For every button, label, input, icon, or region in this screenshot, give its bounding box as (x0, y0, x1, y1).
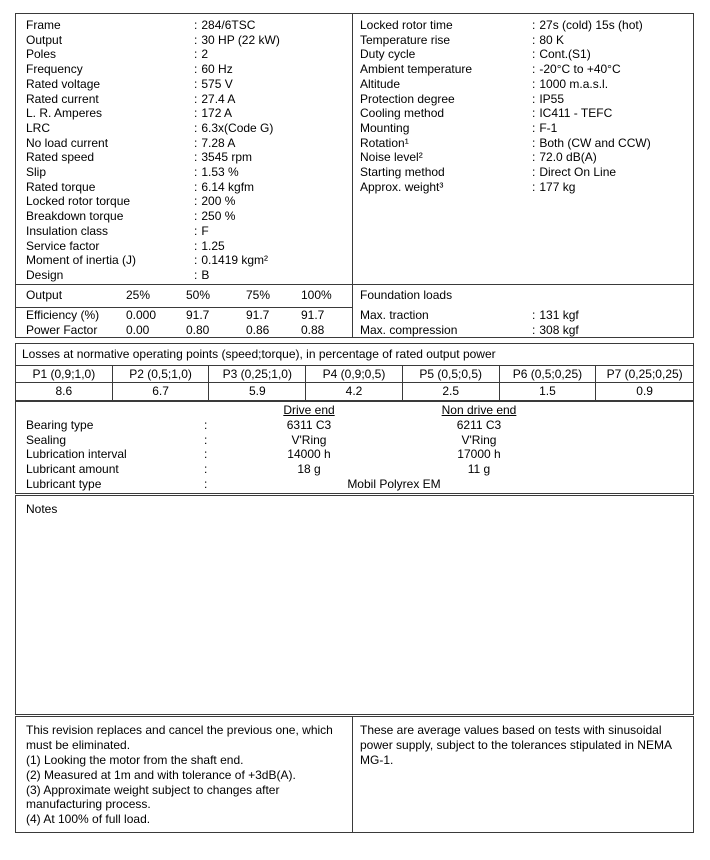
spec-value: 200 % (201, 194, 236, 209)
efficiency-100: 91.7 (301, 308, 325, 322)
footnote-1: (1) Looking the motor from the shaft end. (26, 752, 244, 767)
bearing-type-nondrive: 6211 C3 (456, 417, 502, 432)
spec-row-design (16, 268, 352, 283)
efficiency-50: 91.7 (186, 308, 210, 322)
colon: : (532, 165, 536, 180)
losses-title: Losses at normative operating points (speed;torque), in percentage of rated output power (16, 344, 693, 366)
spec-label: Altitude (360, 76, 401, 91)
spec-label: Slip (26, 165, 47, 180)
spec-label: Rotation¹ (360, 135, 409, 150)
spec-label: Temperature rise (360, 32, 451, 47)
colon: : (532, 62, 536, 77)
bearings-header-row (16, 403, 693, 418)
spec-value: 1000 m.a.s.l. (539, 76, 609, 91)
lubricant-type-row (16, 477, 693, 492)
spec-row-protection-degree (353, 92, 693, 107)
spec-value: 27s (cold) 15s (hot) (539, 18, 643, 32)
spec-label: Poles (26, 47, 57, 62)
efficiency-75: 91.7 (246, 308, 270, 322)
losses-value-p7: 0.9 (636, 384, 653, 399)
footer-left (16, 717, 353, 832)
spec-value: B (201, 267, 210, 282)
spec-row-ambient-temperature (353, 62, 693, 77)
colon: : (194, 165, 198, 180)
spec-label: Duty cycle (360, 47, 416, 62)
spec-label: Protection degree (360, 91, 455, 106)
spec-column-left (16, 14, 353, 284)
row-value: 131 kgf (539, 308, 579, 322)
colon: : (194, 47, 198, 62)
colon: : (194, 76, 198, 91)
spec-label: Insulation class (26, 223, 109, 238)
spec-label: Breakdown torque (26, 209, 124, 224)
output-col-75: 75% (246, 288, 271, 302)
foundation-loads-title: Foundation loads (360, 288, 453, 302)
spec-row-starting-method (353, 165, 693, 180)
sealing-row (16, 433, 693, 448)
colon: : (204, 417, 208, 432)
spec-value: 72.0 dB(A) (539, 150, 597, 165)
spec-section (15, 13, 694, 338)
spec-value: -20°C to +40°C (539, 62, 621, 77)
spec-value: 575 V (201, 76, 233, 91)
footer-section (15, 716, 694, 833)
colon: : (194, 18, 198, 32)
efficiency-25: 0.000 (126, 308, 157, 322)
colon: : (204, 447, 208, 462)
spec-row-frame (16, 18, 352, 33)
row-label: Bearing type (26, 417, 94, 432)
spec-value: 0.1419 kgm² (201, 253, 269, 268)
colon: : (532, 106, 536, 121)
spec-label: Ambient temperature (360, 62, 473, 77)
colon: : (532, 120, 536, 135)
spec-label: Frame (26, 18, 61, 32)
spec-label: Output (26, 32, 63, 47)
spec-row-mounting (353, 121, 693, 136)
spec-row-poles (16, 47, 352, 62)
tolerance-note: These are average values based on tests with sinusoidal power supply, subject to the tolerances stipulated in NEMA MG-1. (360, 723, 672, 767)
losses-header-p2: P2 (0,5;1,0) (113, 366, 210, 383)
revision-note: This revision replaces and cancel the previous one, which must be eliminated. (26, 723, 333, 753)
spec-label: Rated speed (26, 150, 95, 165)
spec-label: Service factor (26, 238, 100, 253)
spec-value: 3545 rpm (201, 150, 253, 165)
footnote-3: (3) Approximate weight subject to changes after manufacturing process. (26, 782, 280, 812)
spec-row-rated-voltage (16, 77, 352, 92)
colon: : (204, 432, 208, 447)
sealing-drive: V'Ring (291, 432, 327, 447)
bearings-section (15, 401, 694, 494)
losses-value-row (16, 383, 693, 400)
spec-row-cooling-method (353, 106, 693, 121)
spec-row-temperature-rise (353, 33, 693, 48)
spec-value: 30 HP (22 kW) (201, 32, 280, 47)
pf-100: 0.88 (301, 322, 325, 337)
row-label: Lubricant amount (26, 461, 119, 476)
lubricant-amount-row (16, 462, 693, 477)
colon: : (532, 322, 536, 337)
losses-header-p1: P1 (0,9;1,0) (16, 366, 113, 383)
spec-value: Cont.(S1) (539, 47, 591, 62)
colon: : (194, 62, 198, 77)
losses-value-p4: 4.2 (306, 383, 403, 400)
lubrication-interval-nondrive: 17000 h (457, 447, 501, 462)
losses-header-p4: P4 (0,9;0,5) (306, 366, 403, 383)
notes-title: Notes (26, 502, 58, 517)
colon: : (532, 135, 536, 150)
row-label: Sealing (26, 432, 67, 447)
efficiency-row (16, 308, 352, 323)
spec-row-altitude (353, 77, 693, 92)
notes-section (15, 495, 694, 715)
row-label: Power Factor (26, 322, 98, 337)
spec-value: 27.4 A (201, 91, 236, 106)
footnote-2: (2) Measured at 1m and with tolerance of +3dB(A). (26, 767, 296, 782)
losses-value-p2: 6.7 (113, 383, 210, 400)
spec-label: L. R. Amperes (26, 106, 103, 121)
losses-header-p6: P6 (0,5;0,25) (500, 366, 597, 383)
output-col-25: 25% (126, 288, 151, 302)
spec-value: 6.14 kgfm (201, 179, 255, 194)
output-col-50: 50% (186, 288, 211, 302)
colon: : (194, 253, 198, 268)
lubrication-interval-drive: 14000 h (287, 447, 331, 462)
spec-label: Locked rotor time (360, 18, 453, 32)
spec-value: 80 K (539, 32, 565, 47)
row-label: Lubrication interval (26, 447, 127, 462)
colon: : (194, 120, 198, 135)
spec-value: 6.3x(Code G) (201, 120, 274, 135)
lubricant-type-value: Mobil Polyrex EM (347, 476, 441, 491)
max-traction-row (353, 308, 693, 323)
colon: : (532, 150, 536, 165)
spec-label: Rated voltage (26, 76, 101, 91)
spec-row-lrc (16, 121, 352, 136)
spec-label: Locked rotor torque (26, 194, 131, 209)
colon: : (532, 76, 536, 91)
row-label: Max. traction (360, 308, 429, 322)
spec-row-insulation-class (16, 224, 352, 239)
colon: : (204, 461, 208, 476)
spec-label: No load current (26, 135, 109, 150)
colon: : (194, 91, 198, 106)
spec-value: 60 Hz (201, 62, 233, 77)
max-compression-row (353, 323, 693, 338)
spec-row-frequency (16, 62, 352, 77)
datasheet (15, 13, 694, 833)
colon: : (532, 47, 536, 62)
spec-row-rated-current (16, 92, 352, 107)
colon: : (194, 194, 198, 209)
spec-label: Moment of inertia (J) (26, 253, 137, 268)
spec-label: Noise level² (360, 150, 423, 165)
footer-right (353, 717, 693, 832)
output-header-label: Output (26, 288, 63, 302)
spec-value: 2 (201, 47, 209, 62)
bearing-type-drive: 6311 C3 (286, 417, 332, 432)
lubrication-interval-row (16, 447, 693, 462)
spec-label: Approx. weight³ (360, 179, 444, 194)
row-label: Lubricant type (26, 476, 102, 491)
colon: : (194, 106, 198, 121)
spec-row-approx-weight (353, 180, 693, 195)
losses-section (15, 343, 694, 401)
output-table-header (16, 288, 352, 308)
lubricant-amount-drive: 18 g (297, 461, 321, 476)
colon: : (194, 267, 198, 282)
spec-value: F (201, 223, 209, 238)
bearing-type-row (16, 418, 693, 433)
spec-row-no-load-current (16, 136, 352, 151)
colon: : (532, 91, 536, 106)
spec-value: 172 A (201, 106, 233, 121)
spec-label: Starting method (360, 165, 445, 180)
spec-value: IP55 (539, 91, 565, 106)
spec-row-breakdown-torque (16, 209, 352, 224)
pf-75: 0.86 (246, 322, 270, 337)
spec-value: 1.53 % (201, 165, 239, 180)
spec-label: Rated torque (26, 179, 96, 194)
spec-row-service-factor (16, 239, 352, 254)
spec-label: Mounting (360, 120, 410, 135)
spec-value: 284/6TSC (201, 18, 256, 32)
losses-value-p6: 1.5 (500, 383, 597, 400)
losses-header-p3: P3 (0,25;1,0) (209, 366, 306, 383)
spec-row-locked-rotor-time (353, 18, 693, 33)
spec-label: Cooling method (360, 106, 445, 121)
colon: : (194, 135, 198, 150)
spec-row-duty-cycle (353, 47, 693, 62)
spec-row-locked-rotor-torque (16, 194, 352, 209)
spec-value: Both (CW and CCW) (539, 135, 651, 150)
spec-label: Design (26, 267, 64, 282)
colon: : (194, 179, 198, 194)
spec-value: 1.25 (201, 238, 225, 253)
losses-value-p3: 5.9 (209, 383, 306, 400)
output-col-100: 100% (301, 288, 332, 302)
spec-row-lr-amperes (16, 106, 352, 121)
colon: : (194, 32, 198, 47)
output-foundation-section (16, 284, 693, 337)
losses-header-p5: P5 (0,5;0,5) (403, 366, 500, 383)
spec-label: LRC (26, 120, 51, 135)
spec-label: Frequency (26, 62, 83, 77)
non-drive-end-header: Non drive end (441, 403, 517, 418)
lubricant-amount-nondrive: 11 g (467, 461, 491, 476)
losses-value-p1: 8.6 (16, 383, 113, 400)
row-label: Efficiency (%) (26, 308, 100, 322)
power-factor-row (16, 323, 352, 338)
colon: : (194, 209, 198, 224)
spec-column-right (353, 14, 693, 284)
footnote-4: (4) At 100% of full load. (26, 812, 151, 827)
output-table (16, 285, 353, 337)
colon: : (194, 223, 198, 238)
losses-value-p5: 2.5 (403, 383, 500, 400)
spec-value: F-1 (539, 120, 558, 135)
pf-50: 0.80 (186, 322, 210, 337)
row-label: Max. compression (360, 322, 458, 337)
colon: : (194, 150, 198, 165)
spec-row-output (16, 33, 352, 48)
spec-row-rated-torque (16, 180, 352, 195)
colon: : (532, 18, 536, 32)
spec-value: 7.28 A (201, 135, 236, 150)
colon: : (532, 179, 536, 194)
pf-25: 0.00 (126, 322, 150, 337)
losses-header-p7: P7 (0,25;0,25) (606, 366, 683, 381)
drive-end-header: Drive end (283, 403, 335, 418)
row-value: 308 kgf (539, 322, 579, 337)
colon: : (532, 32, 536, 47)
colon: : (532, 308, 536, 322)
spec-value: IC411 - TEFC (539, 106, 613, 121)
spec-value: 250 % (201, 209, 236, 224)
spec-label: Rated current (26, 91, 99, 106)
colon: : (204, 476, 208, 491)
spec-row-noise-level (353, 150, 693, 165)
spec-value: Direct On Line (539, 165, 617, 180)
spec-row-slip (16, 165, 352, 180)
spec-row-moment-of-inertia (16, 253, 352, 268)
spec-row-rotation (353, 136, 693, 151)
losses-header-row (16, 366, 693, 384)
colon: : (194, 238, 198, 253)
foundation-loads (353, 285, 693, 337)
spec-row-rated-speed (16, 150, 352, 165)
spec-value: 177 kg (539, 179, 576, 194)
sealing-nondrive: V'Ring (461, 432, 497, 447)
